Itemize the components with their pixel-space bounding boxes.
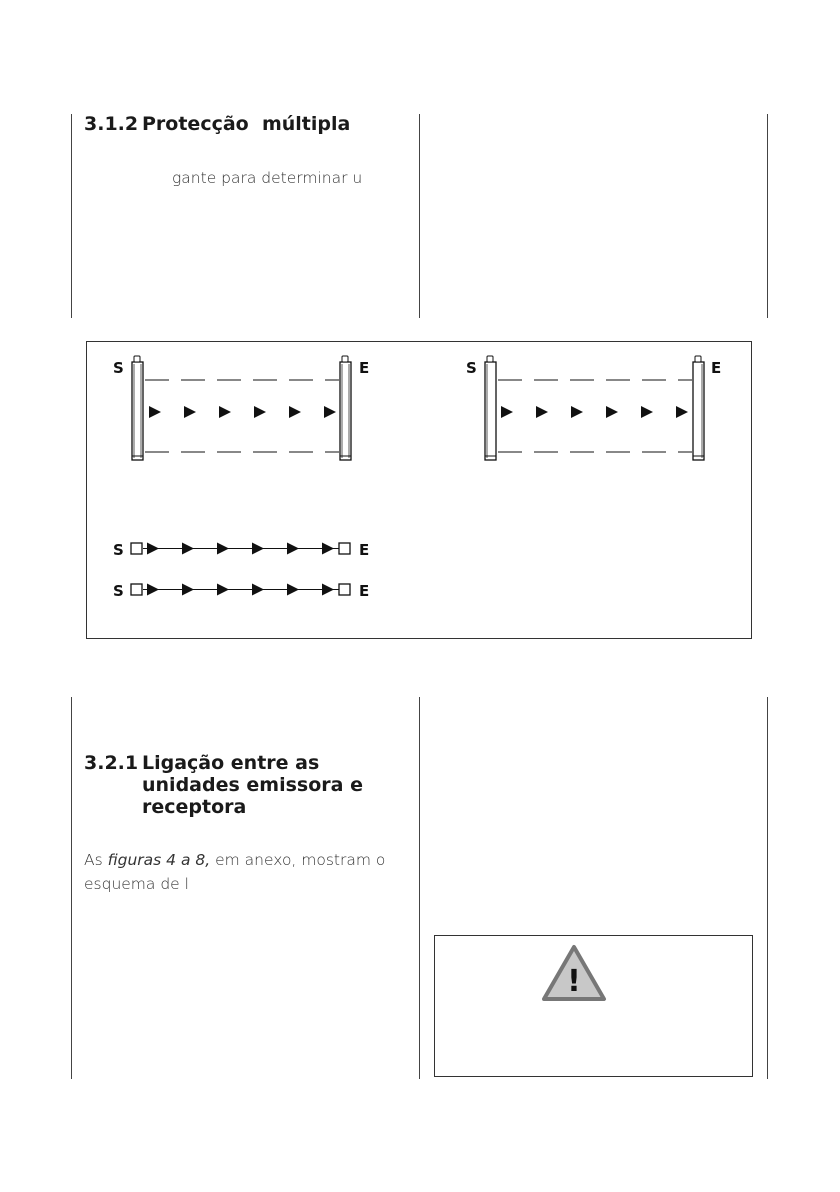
single-beam-row-1 bbox=[113, 541, 369, 559]
sender-label: S bbox=[466, 359, 477, 377]
receiver-label: E bbox=[359, 359, 370, 377]
paragraph-figures bbox=[84, 848, 414, 896]
section-heading-multiple-protection bbox=[84, 113, 350, 135]
text-fragment: gante para determinar u bbox=[172, 169, 363, 187]
receiver-column bbox=[693, 356, 704, 460]
warning-box bbox=[434, 935, 753, 1077]
column-divider-bottom bbox=[419, 697, 420, 1079]
para-rest: em anexo, mostram o bbox=[210, 851, 386, 869]
warning-triangle-icon bbox=[541, 944, 607, 1002]
sender-label: S bbox=[113, 541, 124, 559]
right-margin-line-bottom bbox=[767, 697, 768, 1079]
receiver-column bbox=[340, 356, 351, 460]
receiver-label: E bbox=[359, 582, 370, 600]
section-heading-connection bbox=[84, 752, 363, 818]
para-prefix: As bbox=[84, 851, 108, 869]
sender-column bbox=[485, 356, 496, 460]
left-margin-line-bottom bbox=[71, 697, 72, 1079]
sender-column bbox=[132, 356, 143, 460]
sender-label: S bbox=[113, 359, 124, 377]
para-line-2: esquema de l bbox=[84, 875, 189, 893]
section-title-line-2: unidades emissora e bbox=[142, 774, 363, 796]
diagram-left bbox=[113, 356, 369, 460]
section-title-line-3: receptora bbox=[142, 796, 247, 818]
right-margin-line-top bbox=[767, 114, 768, 318]
para-figure-reference: figuras 4 a 8, bbox=[107, 851, 211, 869]
section-title: Protecção múltipla bbox=[142, 113, 351, 135]
figure-box bbox=[86, 341, 752, 639]
left-margin-line-top bbox=[71, 114, 72, 318]
column-divider-top bbox=[419, 114, 420, 318]
warning-exclamation: ! bbox=[567, 964, 581, 999]
section-number: 3.1.2 bbox=[84, 113, 139, 135]
section-number: 3.2.1 bbox=[84, 752, 139, 774]
diagram-right bbox=[466, 356, 721, 460]
single-beam-row-2 bbox=[113, 582, 369, 600]
light-curtain-diagram bbox=[87, 342, 751, 638]
sender-label: S bbox=[113, 582, 124, 600]
section-title-line-1: Ligação entre as bbox=[142, 752, 320, 774]
receiver-label: E bbox=[359, 541, 370, 559]
receiver-label: E bbox=[711, 359, 722, 377]
